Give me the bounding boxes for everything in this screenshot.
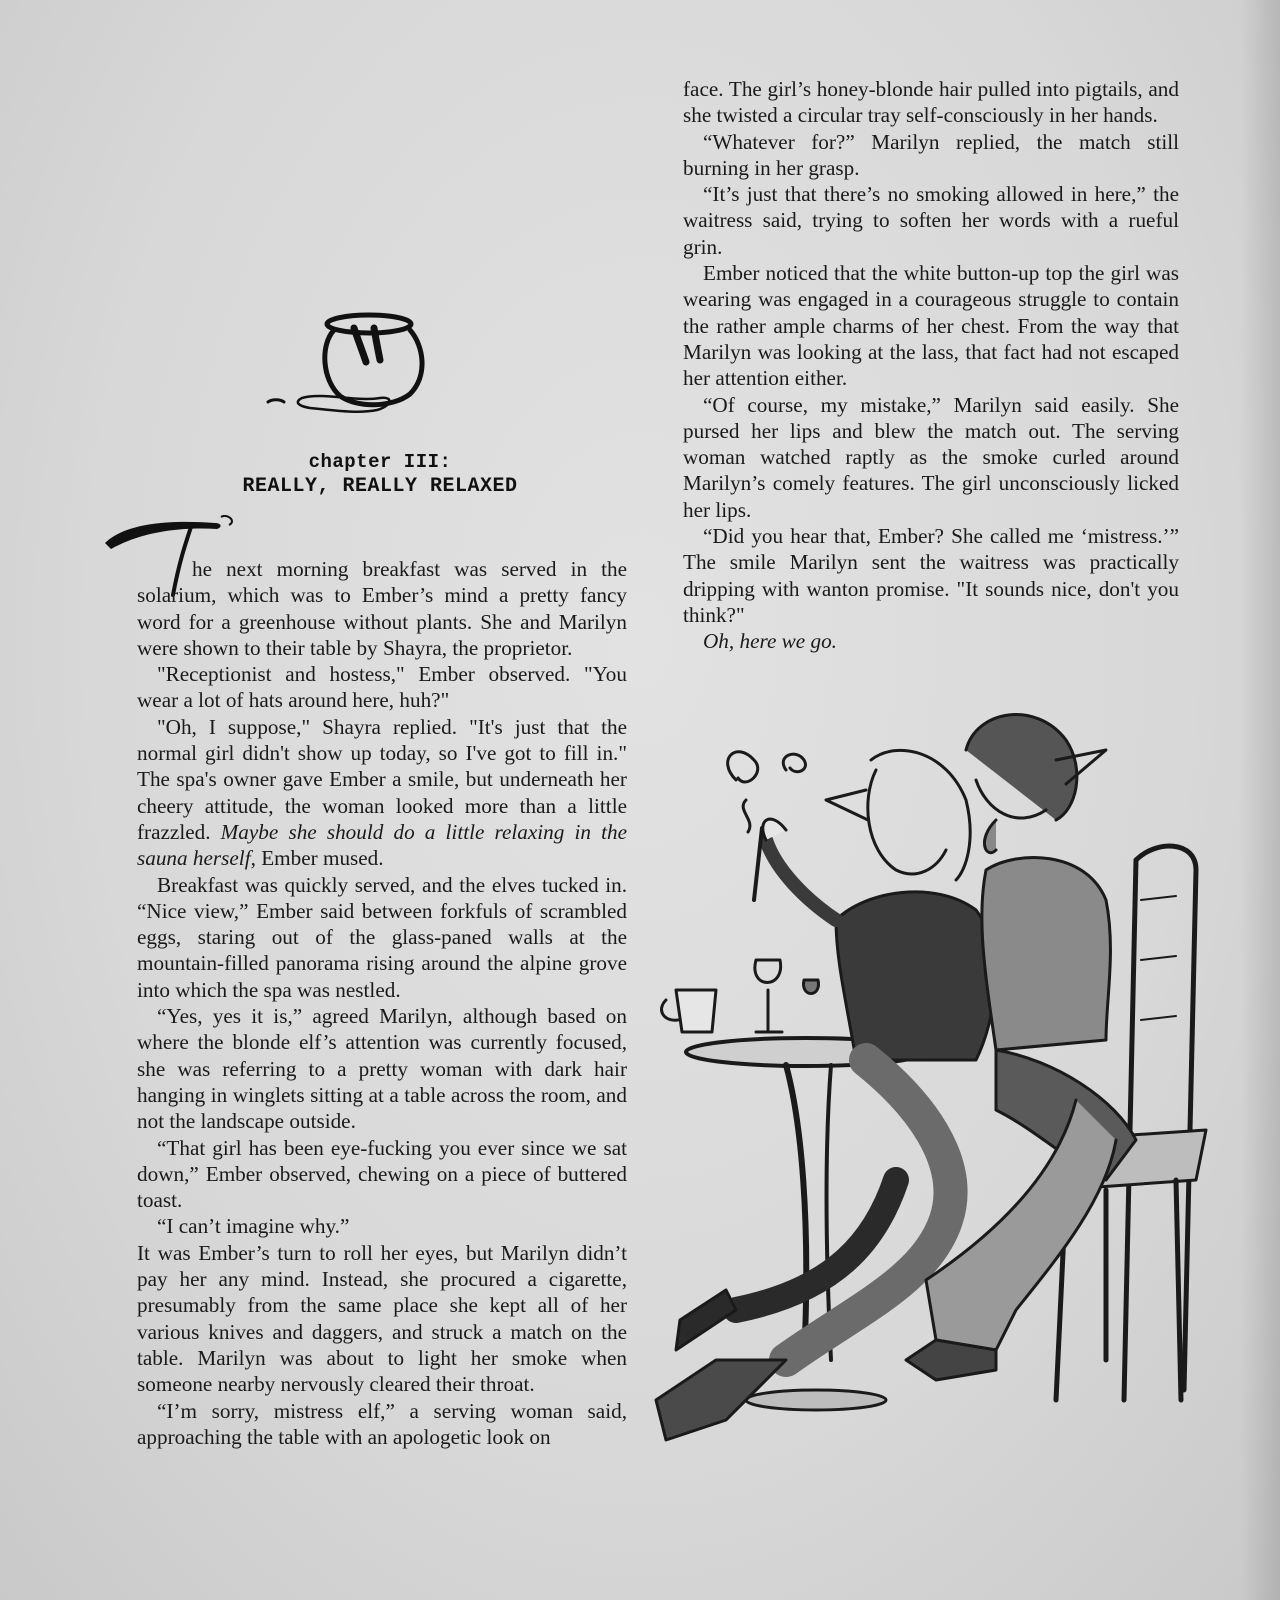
paragraph bbox=[137, 714, 627, 872]
italic-text: Maybe she should do a little relaxing in the sauna herself bbox=[137, 819, 627, 871]
paragraph: “It’s just that there’s no smoking allowed in here,” the waitress said, trying to soften her words with a rueful grin. bbox=[683, 182, 1179, 259]
italic-text: Oh, here we go. bbox=[703, 629, 837, 654]
paragraph: It was Ember’s turn to roll her eyes, but Marilyn didn’t pay her any mind. Instead, she procured a cigarette, presumably from the same place she kept all of her various knives and daggers, and struck a match on the table. Marilyn was about to light her smoke when someone nearby nervously cleared their throat. bbox=[137, 1240, 627, 1397]
paragraph: “Of course, my mistake,” Marilyn said easily. She pursed her lips and blew the match out. The serving woman watched raptly as the smoke curled around Marilyn’s comely features. The girl unconsciously licked her lips. bbox=[683, 392, 1179, 522]
paragraph: “Yes, yes it is,” agreed Marilyn, although based on where the blonde elf’s attention was currently focused, she was referring to a pretty woman with dark hair hanging in winglets sitting at a table across the room, and not the landscape outside. bbox=[137, 1004, 627, 1134]
paragraph: “I’m sorry, mistress elf,” a serving woman said, approaching the table with an apologetic look on bbox=[137, 1398, 627, 1449]
chapter-title: REALLY, REALLY RELAXED bbox=[242, 475, 518, 498]
left-text-column bbox=[137, 556, 627, 1450]
paragraph: “Did you hear that, Ember? She called me ‘mistress.’” The smile Marilyn sent the waitress was practically dripping with wanton promise. "It sounds nice, don't you think?" bbox=[683, 524, 1179, 627]
right-text-column bbox=[683, 76, 1179, 655]
paragraph bbox=[683, 628, 1179, 654]
paragraph-text: he next morning breakfast was served in the solarium, which was to Ember’s mind a pretty fancy word for a greenhouse without plants. She and Marilyn were shown to their table by Shayra, the proprietor. bbox=[137, 557, 627, 660]
paragraph-text: , Ember mused. bbox=[250, 846, 384, 871]
illustration-elves-at-table bbox=[636, 660, 1236, 1530]
chapter-heading bbox=[137, 450, 623, 500]
paragraph: Ember noticed that the white button-up top the girl was wearing was engaged in a courageous struggle to contain the rather ample charms of her chest. From the way that Marilyn was looking at the lass, that fact had not escaped her attention either. bbox=[683, 261, 1179, 391]
paragraph-text: "Oh, I suppose," Shayra replied. "It's just that the normal girl didn't show up today, so I've got to fill in." The spa's owner gave Ember a smile, but underneath her cheery attitude, the woman looked more than a little frazzled. bbox=[137, 714, 627, 844]
paragraph bbox=[137, 556, 627, 661]
page-edge-shadow bbox=[1240, 0, 1280, 1600]
paragraph: “I can’t imagine why.” bbox=[157, 1214, 350, 1239]
paragraph: face. The girl’s honey-blonde hair pulled into pigtails, and she twisted a circular tray self-consciously in her hands. bbox=[683, 77, 1179, 128]
paragraph: “That girl has been eye-fucking you ever since we sat down,” Ember observed, chewing on a piece of buttered toast. bbox=[137, 1135, 627, 1213]
paragraph: “Whatever for?” Marilyn replied, the match still burning in her grasp. bbox=[683, 129, 1179, 180]
honey-pot-ornament bbox=[262, 310, 452, 425]
paragraph: "Receptionist and hostess," Ember observed. "You wear a lot of hats around here, huh?" bbox=[137, 662, 627, 713]
paragraph: Breakfast was quickly served, and the elves tucked in. “Nice view,” Ember said between forkfuls of scrambled eggs, staring out of the glass-paned walls at the mountain-filled panorama rising around the alpine grove into which the spa was nestled. bbox=[137, 872, 627, 1002]
chapter-number: chapter III: bbox=[308, 451, 452, 473]
